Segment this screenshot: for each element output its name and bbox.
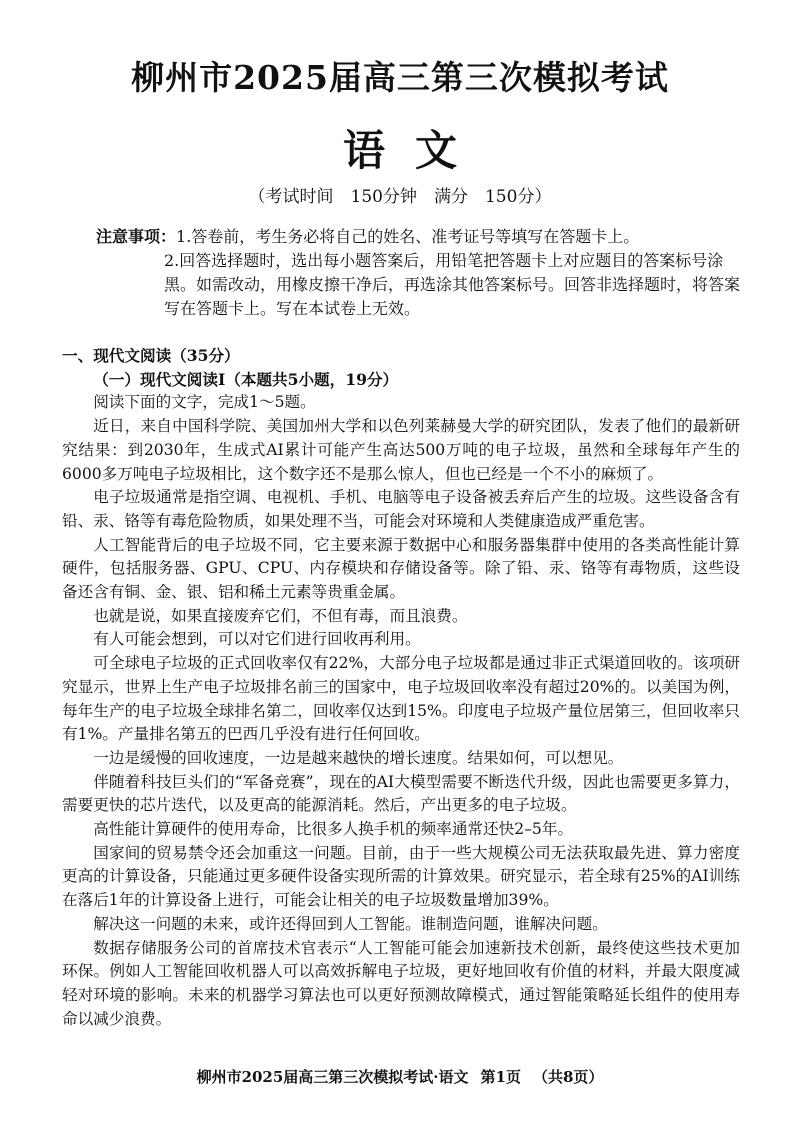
note-1: 注意事项：1.答卷前，考生务必将自己的姓名、准考证号等填写在答题卡上。 — [96, 227, 640, 246]
footer-page: 第1页 — [480, 1068, 521, 1086]
footer-exam: 柳州市2025届高三第三次模拟考试·语文 — [196, 1068, 469, 1086]
paragraph: 电子垃圾通常是指空调、电视机、手机、电脑等电子设备被丢弃后产生的垃圾。这些设备含有铅、汞、铬等有毒危险物质，如果处理不当，可能会对环境和人类健康造成严重危害。 — [62, 488, 740, 530]
section-subheading: （一）现代文阅读Ⅰ（本题共5小题，19分） — [93, 369, 399, 389]
reading-section — [62, 344, 740, 1031]
exam-info: （考试时间 150分钟 满分 150分） — [248, 187, 552, 207]
paragraph: 一边是缓慢的回收速度，一边是越来越快的增长速度。结果如何，可以想见。 — [93, 748, 624, 767]
notes — [96, 225, 746, 321]
paragraph: 伴随着科技巨头们的“军备竞赛”，现在的AI大模型需要不断迭代升级，因此也需要更多算力，需要更快的芯片迭代，以及更高的能源消耗。然后，产出更多的电子垃圾。 — [62, 772, 740, 815]
subject-title: 语文 — [342, 126, 487, 175]
paragraph: 国家间的贸易禁令还会加重这一问题。目前，由于一些大规模公司无法获取最先进、算力密度更高的计算设备，只能通过更多硬件设备实现所需的计算效果。研究显示，若全球有25%的AI训练在落后1年的计算设备上进行，可能会让相关的电子垃圾数量增加39%。 — [62, 843, 740, 910]
paragraph: 可全球电子垃圾的正式回收率仅有22%，大部分电子垃圾都是通过非正式渠道回收的。该项研究显示，世界上生产电子垃圾排名前三的国家中，电子垃圾回收率没有超过20%的。以美国为例，每年生产的电子垃圾全球排名第二，回收率仅达到15%。印度电子垃圾产量位居第三，但回收率只有1%。产量排名第五的巴西几乎没有进行任何回收。 — [62, 654, 740, 744]
section-heading: 一、现代文阅读（35分） — [62, 346, 240, 365]
paragraph: 数据存储服务公司的首席技术官表示“人工智能可能会加速新技术创新，最终使这些技术更加环保。例如人工智能回收机器人可以高效拆解电子垃圾，更好地回收有价值的材料，并最大限度减轻对环境的影响。未来的机器学习算法也可以更好预测故障模式，通过智能策略延长组件的使用寿命以减少浪费。 — [62, 938, 740, 1028]
notes-label: 注意事项： — [96, 227, 177, 246]
paragraph: 近日，来自中国科学院、美国加州大学和以色列莱赫曼大学的研究团队，发表了他们的最新研究结果：到2030年，生成式AI累计可能产生高达500万吨的电子垃圾，虽然和全球每年产生的6000多万吨电子垃圾相比，这个数字还不是那么惊人，但也已经是一个不小的麻烦了。 — [62, 417, 740, 483]
instruction: 阅读下面的文字，完成1～5题。 — [93, 393, 316, 412]
passage — [62, 415, 740, 1031]
paragraph: 人工智能背后的电子垃圾不同，它主要来源于数据中心和服务器集群中使用的各类高性能计算硬件，包括服务器、GPU、CPU、内存模块和存储设备等。除了铅、汞、铬等有毒物质，这些设备还含有铜、金、银、铝和稀土元素等贵重金属。 — [62, 535, 740, 602]
note-2: 2.回答选择题时，选出每小题答案后，用铅笔把答题卡上对应题目的答案标号涂黑。如需改动，用橡皮擦干净后，再选涂其他答案标号。回答非选择题时，将答案写在答题卡上。写在本试卷上无效。 — [164, 251, 741, 318]
paragraph: 高性能计算硬件的使用寿命，比很多人换手机的频率通常还快2–5年。 — [93, 820, 574, 839]
page-footer — [0, 1066, 800, 1087]
footer-total: （共8页） — [532, 1068, 604, 1086]
paragraph: 有人可能会想到，可以对它们进行回收再利用。 — [93, 630, 421, 649]
exam-title: 柳州市2025届高三第三次模拟考试 — [131, 58, 669, 97]
paragraph: 也就是说，如果直接废弃它们，不但有毒，而且浪费。 — [93, 606, 468, 625]
paragraph: 解决这一问题的未来，或许还得回到人工智能。谁制造问题，谁解决问题。 — [93, 914, 608, 933]
